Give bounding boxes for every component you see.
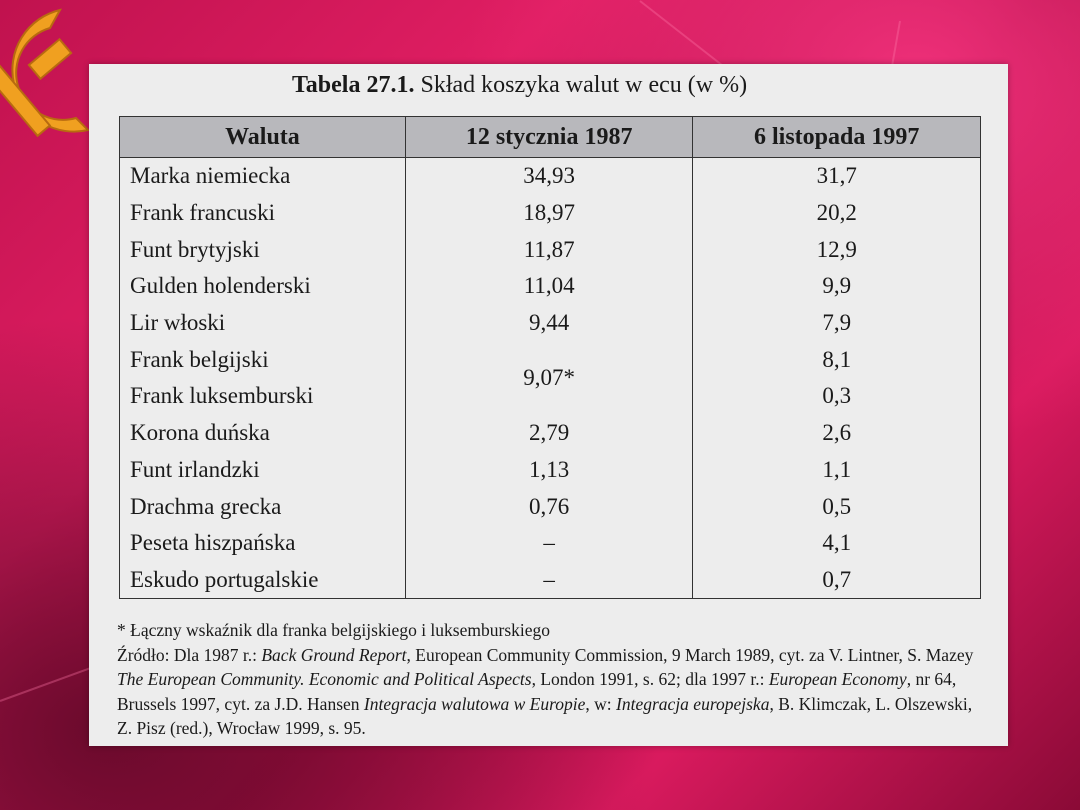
value-1997: 9,9: [693, 268, 981, 305]
value-1997: 12,9: [693, 231, 981, 268]
footnote-asterisk: * Łączny wskaźnik dla franka belgijskiego i luksemburskiego: [117, 620, 551, 640]
header-1997: 6 listopada 1997: [693, 117, 981, 158]
source-text: , w:: [585, 693, 617, 714]
value-1987: 0,76: [405, 488, 693, 525]
currency-name: Lir włoski: [120, 305, 406, 342]
table-row: [120, 452, 981, 489]
currency-name: Korona duńska: [120, 415, 406, 452]
currency-name: Frank belgijski: [120, 341, 406, 378]
table-title: Skład koszyka walut w ecu (w %): [420, 72, 748, 98]
value-1997: 20,2: [693, 195, 981, 232]
table-caption: [292, 72, 747, 99]
table-row: [120, 415, 981, 452]
value-1987: 11,04: [405, 268, 693, 305]
value-1997: 8,1: [693, 341, 981, 378]
currency-name: Frank luksemburski: [120, 378, 406, 415]
currency-name: Funt brytyjski: [120, 231, 406, 268]
value-1997: 0,5: [693, 488, 981, 525]
table-row: [120, 268, 981, 305]
header-1987: 12 stycznia 1987: [405, 117, 693, 158]
header-currency: Waluta: [120, 117, 406, 158]
value-1997: 0,7: [693, 562, 981, 599]
table-footnote: [117, 618, 983, 741]
value-1997: 0,3: [693, 378, 981, 415]
value-1987: 18,97: [405, 195, 693, 232]
value-1987: –: [405, 525, 693, 562]
currency-name: Frank francuski: [120, 195, 406, 232]
value-1997: 4,1: [693, 525, 981, 562]
source-title: Integracja walutowa w Europie: [363, 693, 586, 714]
value-1997: 7,9: [693, 305, 981, 342]
currency-name: Peseta hiszpańska: [120, 525, 406, 562]
value-1997: 2,6: [693, 415, 981, 452]
value-1987: 9,44: [405, 305, 693, 342]
table-row: [120, 231, 981, 268]
table-panel: [89, 64, 1008, 746]
table-row: [120, 341, 981, 378]
table-row: [120, 195, 981, 232]
value-1987: 2,79: [405, 415, 693, 452]
table-number: Tabela 27.1.: [292, 72, 415, 98]
source-text: , London 1991, s. 62; dla 1997 r.:: [531, 669, 769, 689]
currency-name: Funt irlandzki: [120, 452, 406, 489]
currency-name: Drachma grecka: [120, 488, 406, 525]
source-title: European Economy: [768, 669, 907, 689]
source-title: Back Ground Report: [261, 644, 407, 665]
source-text: , European Community Commission, 9 March 1989, cyt. za V. Lintner, S. Mazey: [406, 644, 974, 665]
value-1997: 1,1: [693, 452, 981, 489]
table-row: [120, 525, 981, 562]
value-1987: 34,93: [405, 158, 693, 195]
value-1987: 9,07*: [405, 341, 693, 414]
footnote-source: [117, 643, 983, 741]
currency-name: Eskudo portugalskie: [120, 562, 406, 599]
table-header-row: [120, 117, 981, 158]
value-1987: –: [405, 562, 693, 599]
table-row: [120, 158, 981, 195]
table-row: [120, 488, 981, 525]
source-text: , nr 64, Brussels 1997, cyt. za J.D. Hansen: [117, 669, 957, 714]
currency-name: Gulden holenderski: [120, 268, 406, 305]
currency-name: Marka niemiecka: [120, 158, 406, 195]
value-1987: 11,87: [405, 231, 693, 268]
table-row: [120, 562, 981, 599]
source-text: , B. Klimczak, L. Olszewski, Z. Pisz (red.), Wrocław 1999, s. 95.: [117, 693, 973, 738]
currency-table: [119, 116, 981, 599]
source-title: The European Community. Economic and Political Aspects: [117, 669, 532, 689]
value-1987: 1,13: [405, 452, 693, 489]
table-row: [120, 305, 981, 342]
source-title: Integracja europejska: [616, 693, 770, 714]
value-1997: 31,7: [693, 158, 981, 195]
source-text: Źródło: Dla 1987 r.:: [117, 644, 262, 665]
hammer-sickle-logo-icon: [0, 0, 95, 170]
